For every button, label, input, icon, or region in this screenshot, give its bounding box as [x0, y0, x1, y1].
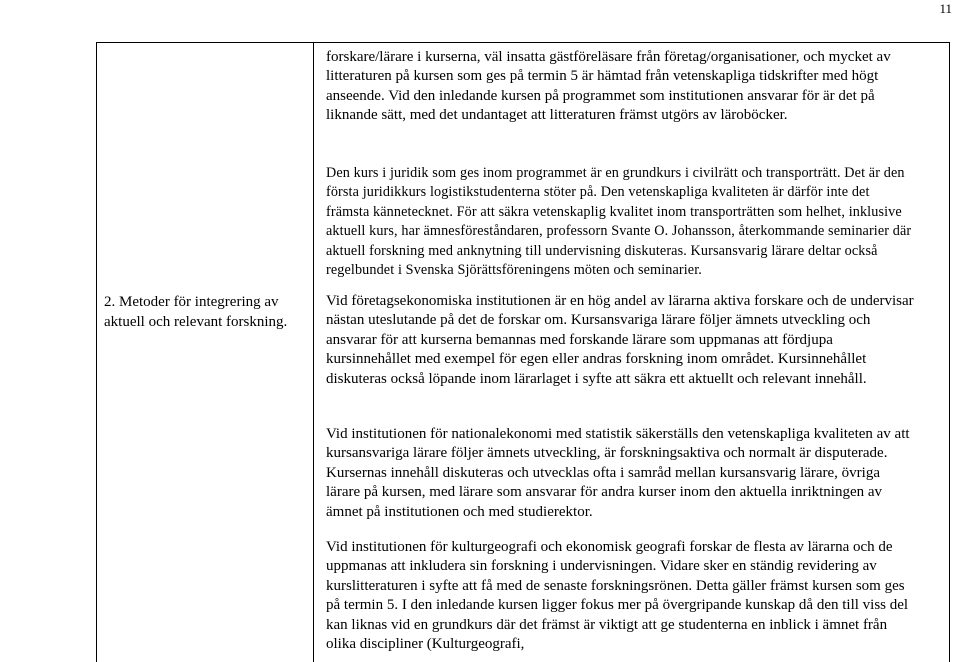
- page-number: 11: [939, 1, 952, 16]
- paragraph-geography-dept: Vid institutionen för kulturgeografi och ekonomisk geografi forskar de flesta av lärarna och de uppmanas att inkludera sin forskning i undervisningen. Vidare sker en ständig revidering av kurslitteraturen i syfte att få med de senaste forskningsrönen. Detta gäller främst kursen som ges på termin 5. I den inledande kursen ligger fokus mer på övergripande kunskap då den till viss del kan liknas vid en grundkurs där det främst är viktigt att ge studenterna en inblick i ämnet från olika discipliner (Kulturgeografi,: [326, 539, 909, 653]
- paragraph-business-dept: Vid företagsekonomiska institutionen är en hög andel av lärarna aktiva forskare och de undervisar nästan uteslutande på det de forskar om. Kursansvariga lärare följer ämnets utveckling och ansvarar för att kurserna bemannas med forskande lärare som uppmanas att fördjupa kursinnehållet med exempel för egen eller andras forskning inom området. Kursinnehållet diskuteras också löpande inom lärarlaget i syfte att säkra ett aktuellt och relevant innehåll.: [326, 293, 914, 387]
- paragraph-law-course: Den kurs i juridik som ges inom programmet är en grundkurs i civilrätt och transporträtt. Det är den första juridikkurs logistikstudenterna stöter på. Den vetenskapliga kvaliteten är därför inte det främsta kännetecknet. För att säkra vetenskaplig kvalitet inom transporträtten som helhet, inklusive aktuell kurs, har ämnesföreståndaren, professorn Svante O. Johansson, återkommande seminarier där aktuell forskning med anknytning till undervisning diskuteras. Kursansvarig lärare deltar också regelbundet i Svenska Sjörättsföreningens möten och seminarier.: [326, 165, 912, 279]
- paragraph-economics-dept: Vid institutionen för nationalekonomi med statistik säkerställs den vetenskapliga kvaliteten av att kursansvariga lärare följer ämnets utveckling, är forskningsaktiva och normalt är disputerade. Kursernas innehåll diskuteras och utvecklas ofta i samråd mellan kursansvarig lärare, övriga lärare på kursen, med lärare som ansvarar för andra kurser inom den aktuella inriktningen av ämnet på institutionen och med studierektor.: [326, 426, 910, 520]
- column-divider: [313, 42, 314, 662]
- section-heading: 2. Metoder för integrering av aktuell och relevant forskning.: [104, 294, 288, 330]
- paragraph-intro-continued: forskare/lärare i kurserna, väl insatta gästföreläsare från företag/organisationer, och mycket av litteraturen på kursen som ges på termin 5 är hämtad från vetenskapliga tidskrifter med högt anseende. Vid den inledande kursen på programmet som institutionen ansvarar för är det på liknande sätt, med det undantaget att litteraturen främst utgörs av läroböcker.: [326, 49, 891, 124]
